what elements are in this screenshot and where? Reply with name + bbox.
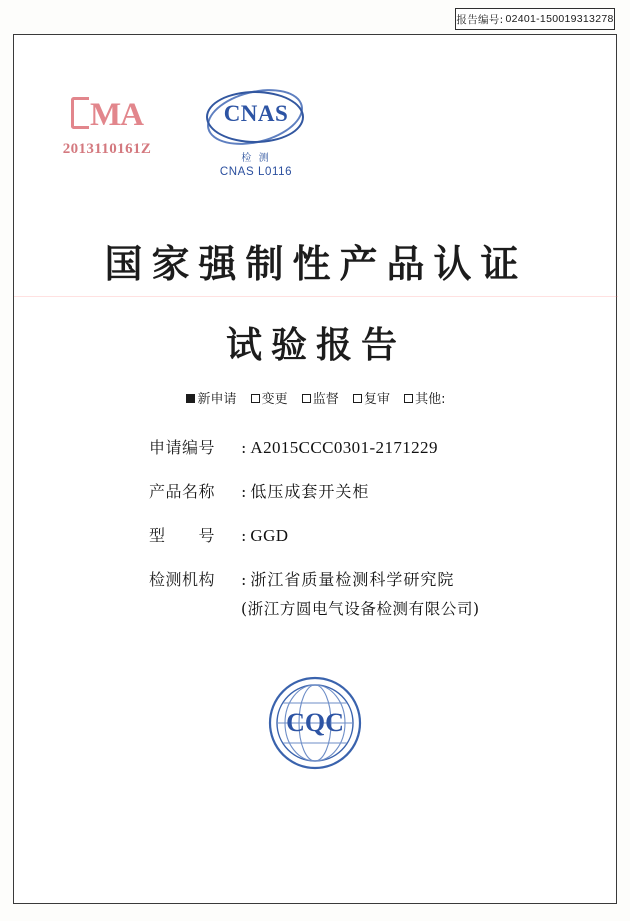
certificate-frame [13,34,617,904]
field-label-application-number: 申请编号 [149,438,216,457]
checkbox-item-supervision[interactable] [302,388,339,407]
field-value-testing-institution-line2: (浙江方圆电气设备检测有限公司) [241,600,480,618]
cnas-letters-text: CNAS [223,101,289,126]
checkbox-item-review[interactable] [353,388,390,407]
checkbox-new[interactable] [186,394,195,403]
accreditation-marks [14,87,618,207]
bottom-blank-area [14,803,618,903]
checkbox-label-change: 变更 [261,392,288,407]
cnas-code: CNAS L0116 [219,166,293,178]
fields-block [14,435,618,637]
cma-mark [52,97,162,158]
checkbox-item-change[interactable] [251,388,288,407]
field-value-product-name: 低压成套开关柜 [250,482,370,501]
page-title: 国家强制性产品认证 [104,241,528,286]
field-value-model: GGD [250,526,289,545]
field-model [14,523,618,546]
field-colon-application-number: : [241,438,247,457]
field-colon-model: : [241,526,247,545]
checkbox-change[interactable] [251,394,260,403]
checkbox-item-other[interactable] [404,388,445,407]
cma-letters-text: MA [90,97,143,133]
checkbox-other[interactable] [404,394,413,403]
cqc-seal-icon [267,675,363,771]
cnas-mark [186,87,326,178]
checkbox-label-supervision: 监督 [312,392,339,407]
checkbox-label-other: 其他: [415,392,446,407]
field-product-name [14,479,618,502]
application-type-row [14,388,618,407]
field-label-product-name: 产品名称 [149,482,216,501]
checkbox-item-new[interactable] [186,388,236,407]
field-colon-testing-institution: : [241,570,247,589]
report-number-box [455,8,615,30]
page-subtitle: 试验报告 [225,324,406,366]
field-label-model: 型 号 [149,526,216,545]
field-label-testing-institution: 检测机构 [149,570,216,589]
scan-artifact-line [14,296,618,297]
svg-text:CQC: CQC [286,708,344,737]
cma-number: 2013110161Z [62,141,152,157]
checkbox-label-review: 复审 [363,392,390,407]
field-testing-institution [14,567,618,590]
report-number-label: 报告编号: [456,13,504,26]
field-application-number [14,435,618,458]
field-value-testing-institution: 浙江省质量检测科学研究院 [250,570,455,589]
checkbox-label-new: 新申请 [197,392,237,407]
checkbox-supervision[interactable] [302,394,311,403]
field-value-application-number: A2015CCC0301-2171229 [250,438,438,457]
cma-mark-icon [71,97,143,132]
cnas-mark-icon [200,87,312,149]
cnas-sub-cn: 检 测 [241,153,271,164]
report-number-value: 02401-150019313278 [505,13,614,25]
checkbox-review[interactable] [353,394,362,403]
field-colon-product-name: : [241,482,247,501]
